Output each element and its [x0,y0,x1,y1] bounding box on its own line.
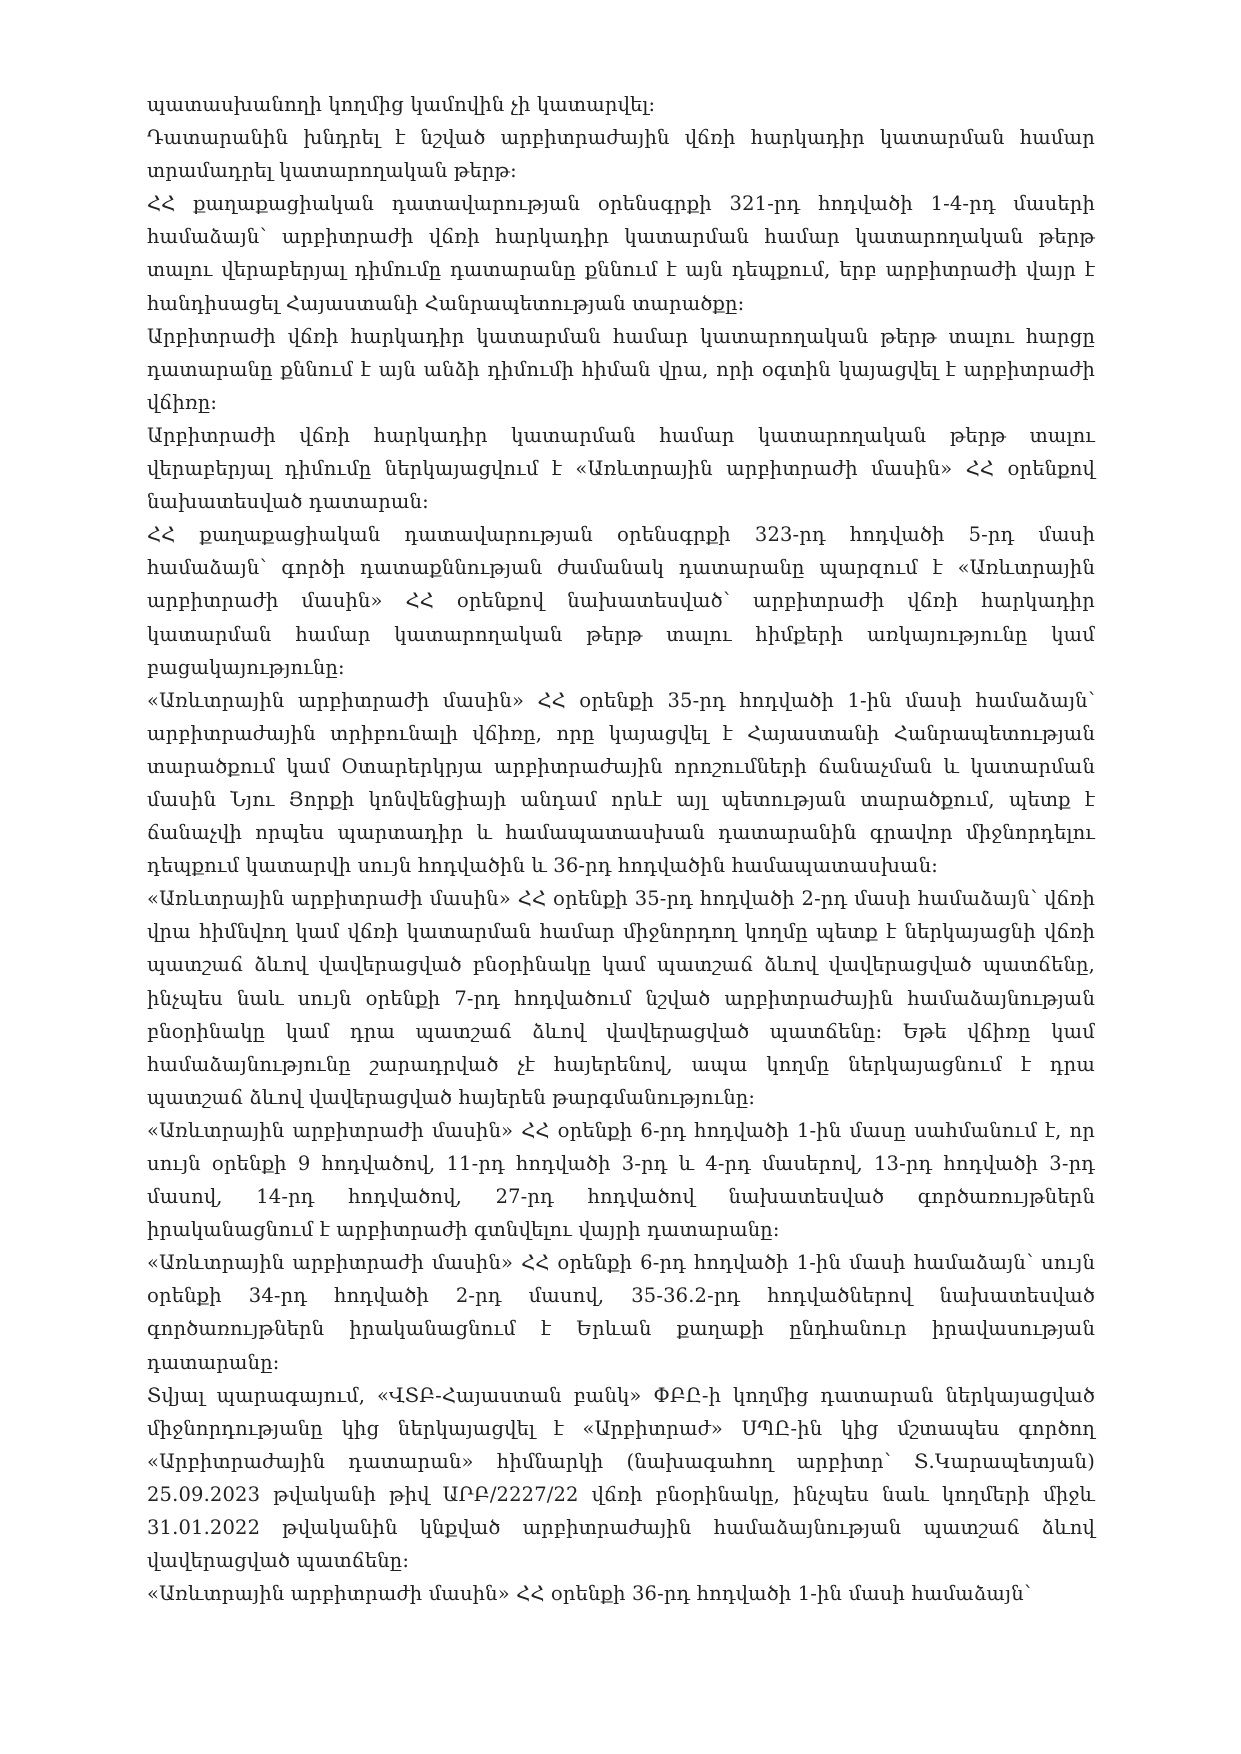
paragraph-6: ՀՀ քաղաքացիական դատավարության օրենսգրքի 323-րդ հոդվածի 5-րդ մասի համաձայն՝ գործի դատաքննության ժամանակ դատարանը պարզում է «Առևտրային արբիտրաժի մասին» ՀՀ օրենքով նախատեսված՝ արբիտրաժի վճռի հարկադիր կատարման համար կատարողական թերթ տալու հիմքերի առկայությունը կամ բացակայությունը։ [147,523,1095,679]
paragraph-11: Տվյալ պարագայում, «ՎՏԲ-Հայաստան բանկ» ՓԲԸ-ի կողմից դատարան ներկայացված միջնորդությանը կից ներկայացվել է «Արբիտրաժ» ՍՊԸ-ին կից մշտապես գործող «Արբիտրաժային դատարան» հիմնարկի (նախագահող արբիտր՝ Տ.Կարապետյան) 25.09.2023 թվականի թիվ ԱՐԲ/2227/22 վճռի բնօրինակը, ինչպես նաև կողմերի միջև 31.01.2022 թվականին կնքված արբիտրաժային համաձայնության պատշաճ ձևով վավերացված պատճենը։ [147,1383,1095,1573]
paragraph-3: ՀՀ քաղաքացիական դատավարության օրենսգրքի 321-րդ հոդվածի 1-4-րդ մասերի համաձայն՝ արբիտրաժի վճռի հարկադիր կատարման համար կատարողական թերթ տալու վերաբերյալ դիմումը դատարանը քննում է այն դեպքում, երբ արբիտրաժի վայր է հանդիսացել Հայաստանի Հանրապետության տարածքը։ [147,192,1095,315]
paragraph-9: «Առևտրային արբիտրաժի մասին» ՀՀ օրենքի 6-րդ հոդվածի 1-ին մասը սահմանում է, որ սույն օրենքի 9 հոդվածով, 11-րդ հոդվածի 3-րդ և 4-րդ մասերով, 13-րդ հոդվածի 3-րդ մասով, 14-րդ հոդվածով, 27-րդ հոդվածով նախատեսված գործառույթներն իրականացնում է արբիտրաժի գտնվելու վայրի դատարանը։ [147,1118,1095,1242]
paragraph-10: «Առևտրային արբիտրաժի մասին» ՀՀ օրենքի 6-րդ հոդվածի 1-ին մասի համաձայն՝ սույն օրենքի 34-րդ հոդվածի 2-րդ մասով, 35-36.2-րդ հոդվածներով նախատեսված գործառույթներն իրականացնում է Երևան քաղաքի ընդհանուր իրավասության դատարանը։ [147,1251,1095,1374]
paragraph-7: «Առևտրային արբիտրաժի մասին» ՀՀ օրենքի 35-րդ հոդվածի 1-ին մասի համաձայն՝ արբիտրաժային տրիբունալի վճիռը, որը կայացվել է Հայաստանի Հանրապետության տարածքում կամ Օտարերկրյա արբիտրաժային որոշումների ճանաչման և կատարման մասին Նյու Յորքի կոնվենցիայի անդամ որևէ այլ պետության տարածքում, պետք է ճանաչվի որպես պարտադիր և համապատասխան դատարանին գրավոր միջնորդելու դեպքում կատարվի սույն հոդվածին և 36-րդ հոդվածին համապատասխան։ [147,688,1095,878]
paragraph-4: Արբիտրաժի վճռի հարկադիր կատարման համար կատարողական թերթ տալու հարցը դատարանը քննում է այն անձի դիմումի հիման վրա, որի օգտին կայացվել է արբիտրաժի վճիռը։ [147,324,1095,414]
paragraph-5: Արբիտրաժի վճռի հարկադիր կատարման համար կատարողական թերթ տալու վերաբերյալ դիմումը ներկայացվում է «Առևտրային արբիտրաժի մասին» ՀՀ օրենքով նախատեսված դատարան։ [147,423,1095,514]
paragraph-12: «Առևտրային արբիտրաժի մասին» ՀՀ օրենքի 36-րդ հոդվածի 1-ին մասի համաձայն՝ [147,1582,1032,1606]
paragraph-2: Դատարանին խնդրել է նշված արբիտրաժային վճռի հարկադիր կատարման համար տրամադրել կատարողական թերթ։ [147,126,1095,183]
document-page [147,88,1095,1610]
paragraph-1: պատասխանողի կողմից կամովին չի կատարվել։ [147,93,656,116]
paragraph-8: «Առևտրային արբիտրաժի մասին» ՀՀ օրենքի 35-րդ հոդվածի 2-րդ մասի համաձայն՝ վճռի վրա հիմնվող կամ վճռի կատարման համար միջնորդող կողմը պետք է ներկայացնի վճռի պատշաճ ձևով վավերացված բնօրինակը կամ պատշաճ ձևով վավերացված պատճենը, ինչպես նաև սույն օրենքի 7-րդ հոդվածում նշված արբիտրաժային համաձայնության բնօրինակը կամ դրա պատշաճ ձևով վավերացված պատճենը։ Եթե վճիռը կամ համաձայնությունը շարադրված չէ հայերենով, ապա կողմը ներկայացնում է դրա պատշաճ ձևով վավերացված հայերեն թարգմանությունը։ [147,887,1095,1109]
